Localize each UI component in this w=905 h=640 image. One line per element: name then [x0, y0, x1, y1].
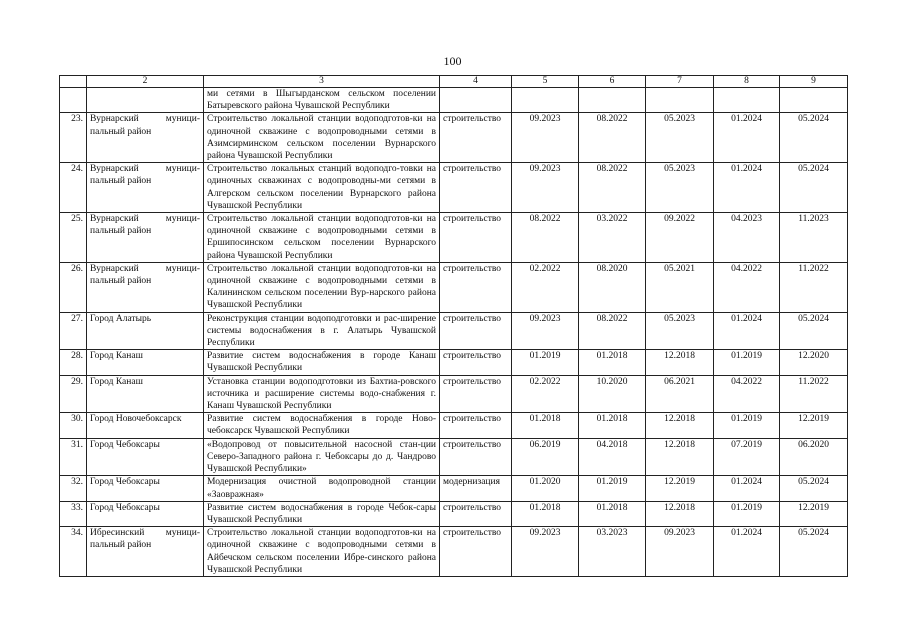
- work-type-cell: строительство: [440, 413, 512, 438]
- work-type-cell: строительство: [440, 312, 512, 350]
- date-cell-col6: 01.2018: [579, 501, 646, 526]
- row-number: 34.: [60, 527, 87, 577]
- date-cell-col6: 03.2022: [579, 213, 646, 263]
- table-row: [60, 413, 848, 438]
- date-cell-col9: 12.2020: [780, 350, 848, 375]
- date-cell-col6: 08.2022: [579, 113, 646, 163]
- date-cell-col8: 01.2019: [714, 413, 780, 438]
- project-name-cell: Строительство локальной станции водоподготов-ки на одиночной скважине с водопроводными сетями в Ершипосинском сельском поселении Вурнарского района Чувашской Республики: [204, 213, 440, 263]
- project-name-cell: Установка станции водоподготовки из Бахтиа-ровского источника и расширение системы водо-снабжения г. Канаш Чувашской Республики: [204, 375, 440, 413]
- municipality-cell: Город Алатырь: [87, 312, 204, 350]
- project-name-cell: ми сетями в Шыгырданском сельском поселении Батыревского района Чувашской Республики: [204, 88, 440, 113]
- work-type-cell: строительство: [440, 163, 512, 213]
- header-cell: 6: [579, 76, 646, 88]
- table-row: [60, 527, 848, 577]
- work-type-cell: строительство: [440, 113, 512, 163]
- date-cell-col9: 11.2022: [780, 262, 848, 312]
- work-type-cell: строительство: [440, 262, 512, 312]
- municipality-cell: Вурнарский муници-пальный район: [87, 163, 204, 213]
- date-cell-col6: 10.2020: [579, 375, 646, 413]
- header-cell: 4: [440, 76, 512, 88]
- table-row: [60, 213, 848, 263]
- header-cell: 5: [512, 76, 579, 88]
- row-number: 29.: [60, 375, 87, 413]
- date-cell-col5: 01.2018: [512, 413, 579, 438]
- date-cell-col8: 01.2024: [714, 527, 780, 577]
- header-row: [60, 76, 848, 88]
- date-cell-col8: 01.2024: [714, 163, 780, 213]
- project-name-cell: Строительство локальных станций водоподго-товки на одиночных скважинах с водопроводны-ми сетями в Алгерском сельском поселении Вурнарского района Чувашской Республики: [204, 163, 440, 213]
- table-row: [60, 312, 848, 350]
- work-type-cell: строительство: [440, 213, 512, 263]
- municipality-cell: [87, 88, 204, 113]
- work-type-cell: [440, 88, 512, 113]
- date-cell-col5: 09.2023: [512, 113, 579, 163]
- date-cell-col9: 05.2024: [780, 312, 848, 350]
- header-cell: 9: [780, 76, 848, 88]
- projects-table: [59, 75, 848, 577]
- table-row: [60, 88, 848, 113]
- date-cell-col8: 01.2019: [714, 501, 780, 526]
- date-cell-col6: 03.2023: [579, 527, 646, 577]
- municipality-cell: Город Чебоксары: [87, 501, 204, 526]
- date-cell-col8: 07.2019: [714, 438, 780, 476]
- date-cell-col9: 06.2020: [780, 438, 848, 476]
- date-cell-col9: 05.2024: [780, 527, 848, 577]
- date-cell-col6: 01.2019: [579, 476, 646, 501]
- date-cell-col7: 05.2023: [646, 163, 714, 213]
- header-cell: 2: [87, 76, 204, 88]
- municipality-cell: Город Чебоксары: [87, 438, 204, 476]
- table-row: [60, 163, 848, 213]
- row-number: [60, 88, 87, 113]
- date-cell-col7: [646, 88, 714, 113]
- header-cell: 8: [714, 76, 780, 88]
- work-type-cell: строительство: [440, 375, 512, 413]
- date-cell-col8: 01.2024: [714, 113, 780, 163]
- row-number: 24.: [60, 163, 87, 213]
- project-name-cell: Реконструкция станции водоподготовки и рас-ширение системы водоснабжения в г. Алатырь Чувашской Республики: [204, 312, 440, 350]
- date-cell-col7: 12.2018: [646, 438, 714, 476]
- date-cell-col8: 01.2024: [714, 312, 780, 350]
- date-cell-col8: 01.2024: [714, 476, 780, 501]
- row-number: 27.: [60, 312, 87, 350]
- row-number: 25.: [60, 213, 87, 263]
- date-cell-col5: 01.2019: [512, 350, 579, 375]
- date-cell-col7: 09.2022: [646, 213, 714, 263]
- municipality-cell: Вурнарский муници-пальный район: [87, 213, 204, 263]
- municipality-cell: Город Канаш: [87, 375, 204, 413]
- project-name-cell: Развитие систем водоснабжения в городе Канаш Чувашской Республики: [204, 350, 440, 375]
- date-cell-col6: 08.2022: [579, 163, 646, 213]
- date-cell-col5: 02.2022: [512, 375, 579, 413]
- date-cell-col8: 01.2019: [714, 350, 780, 375]
- date-cell-col9: [780, 88, 848, 113]
- date-cell-col9: 12.2019: [780, 413, 848, 438]
- date-cell-col7: 05.2023: [646, 113, 714, 163]
- row-number: 31.: [60, 438, 87, 476]
- date-cell-col7: 12.2018: [646, 413, 714, 438]
- date-cell-col5: 09.2023: [512, 312, 579, 350]
- work-type-cell: модернизация: [440, 476, 512, 501]
- municipality-cell: Вурнарский муници-пальный район: [87, 113, 204, 163]
- date-cell-col6: 08.2022: [579, 312, 646, 350]
- row-number: 30.: [60, 413, 87, 438]
- row-number: 26.: [60, 262, 87, 312]
- date-cell-col6: [579, 88, 646, 113]
- project-name-cell: Строительство локальной станции водоподготов-ки на одиночной скважине с водопроводными сетями в Азимсирминском сельском поселении Вурнарского района Чувашской Республики: [204, 113, 440, 163]
- municipality-cell: Город Новочебоксарск: [87, 413, 204, 438]
- date-cell-col8: 04.2022: [714, 262, 780, 312]
- date-cell-col5: 09.2023: [512, 527, 579, 577]
- date-cell-col5: 08.2022: [512, 213, 579, 263]
- header-cell: 3: [204, 76, 440, 88]
- page-number: 100: [443, 54, 462, 68]
- table-row: [60, 262, 848, 312]
- date-cell-col8: 04.2022: [714, 375, 780, 413]
- date-cell-col8: 04.2023: [714, 213, 780, 263]
- municipality-cell: Ибресинский муници-пальный район: [87, 527, 204, 577]
- table-row: [60, 375, 848, 413]
- work-type-cell: строительство: [440, 438, 512, 476]
- table-row: [60, 476, 848, 501]
- table-row: [60, 350, 848, 375]
- row-number: 33.: [60, 501, 87, 526]
- date-cell-col7: 12.2018: [646, 350, 714, 375]
- date-cell-col5: 01.2018: [512, 501, 579, 526]
- date-cell-col6: 01.2018: [579, 350, 646, 375]
- table-row: [60, 501, 848, 526]
- date-cell-col6: 04.2018: [579, 438, 646, 476]
- date-cell-col7: 12.2019: [646, 476, 714, 501]
- project-name-cell: «Водопровод от повысительной насосной стан-ции Северо-Западного района г. Чебоксары до д. Чандрово Чувашской Республики»: [204, 438, 440, 476]
- project-name-cell: Развитие систем водоснабжения в городе Чебок-сары Чувашской Республики: [204, 501, 440, 526]
- project-name-cell: Строительство локальной станции водоподготов-ки на одиночной скважине с водопроводными сетями в Калининском сельском поселении Вур-нарского района Чувашской Республики: [204, 262, 440, 312]
- date-cell-col7: 09.2023: [646, 527, 714, 577]
- date-cell-col9: 05.2024: [780, 163, 848, 213]
- date-cell-col5: 09.2023: [512, 163, 579, 213]
- work-type-cell: строительство: [440, 350, 512, 375]
- date-cell-col5: 06.2019: [512, 438, 579, 476]
- date-cell-col7: 05.2023: [646, 312, 714, 350]
- date-cell-col5: 02.2022: [512, 262, 579, 312]
- row-number: 28.: [60, 350, 87, 375]
- municipality-cell: Вурнарский муници-пальный район: [87, 262, 204, 312]
- row-number: 23.: [60, 113, 87, 163]
- work-type-cell: строительство: [440, 501, 512, 526]
- table-row: [60, 438, 848, 476]
- work-type-cell: строительство: [440, 527, 512, 577]
- date-cell-col6: 08.2020: [579, 262, 646, 312]
- date-cell-col9: 05.2024: [780, 476, 848, 501]
- date-cell-col5: [512, 88, 579, 113]
- header-cell: [60, 76, 87, 88]
- municipality-cell: Город Канаш: [87, 350, 204, 375]
- date-cell-col7: 12.2018: [646, 501, 714, 526]
- date-cell-col9: 12.2019: [780, 501, 848, 526]
- date-cell-col7: 06.2021: [646, 375, 714, 413]
- date-cell-col9: 11.2022: [780, 375, 848, 413]
- municipality-cell: Город Чебоксары: [87, 476, 204, 501]
- date-cell-col5: 01.2020: [512, 476, 579, 501]
- table-row: [60, 113, 848, 163]
- date-cell-col6: 01.2018: [579, 413, 646, 438]
- project-name-cell: Модернизация очистной водопроводной станции «Заовражная»: [204, 476, 440, 501]
- date-cell-col7: 05.2021: [646, 262, 714, 312]
- date-cell-col9: 05.2024: [780, 113, 848, 163]
- row-number: 32.: [60, 476, 87, 501]
- date-cell-col8: [714, 88, 780, 113]
- header-cell: 7: [646, 76, 714, 88]
- date-cell-col9: 11.2023: [780, 213, 848, 263]
- project-name-cell: Развитие систем водоснабжения в городе Ново-чебоксарск Чувашской Республики: [204, 413, 440, 438]
- project-name-cell: Строительство локальной станции водоподготов-ки на одиночной скважине с водопроводными сетями в Айбечском сельском поселении Ибре-синского района Чувашской Республики: [204, 527, 440, 577]
